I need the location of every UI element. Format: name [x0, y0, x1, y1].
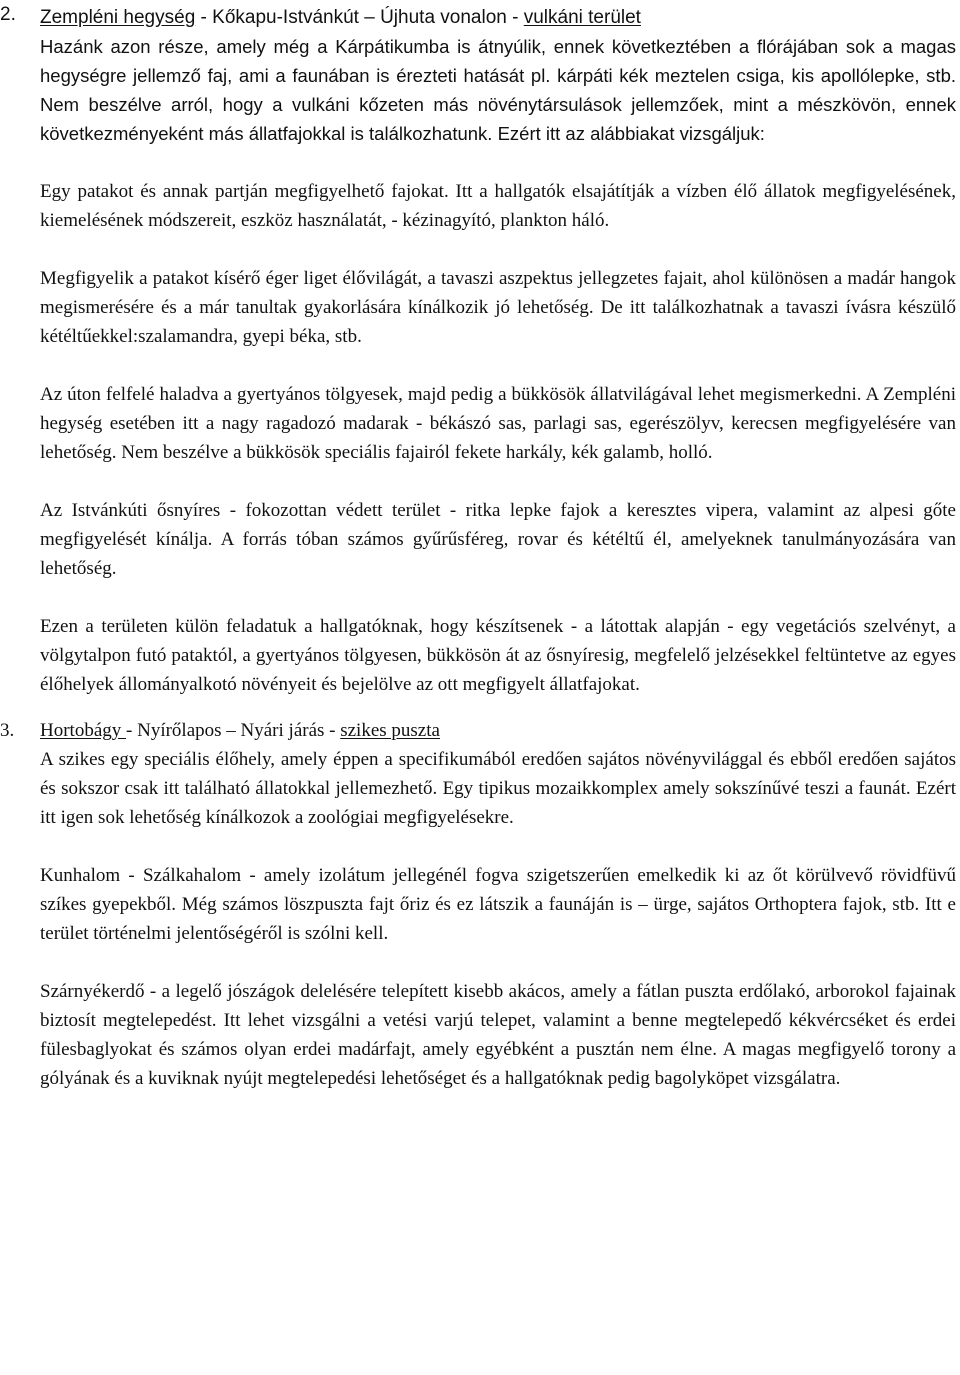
section-number: 2.: [0, 4, 16, 25]
body-paragraph: Az Istvánkúti ősnyíres - fokozottan védett terület - ritka lepke fajok a keresztes vipera, valamint az alpesi gőte megfigyelését kínálja. A forrás tóban számos gyűrűsféreg, rovar és kétéltű él, amelyeknek tanulmányozására van lehetőség.: [40, 500, 956, 579]
section-3: [0, 716, 960, 1093]
section-number: 3.: [0, 720, 15, 741]
heading-route: Kőkapu-Istvánkút – Újhuta vonalon: [212, 7, 507, 28]
body-paragraph: Megfigyelik a patakot kísérő éger liget élővilágát, a tavaszi aszpektus jellegzetes fajait, ahol különösen a madár hangok megismerésére és a már tanultak gyakorlására kínálkozik jó lehetőség. De itt találkozhatnak a tavaszi ívásra készülő kétéltűekkel:szalamandra, gyepi béka, stb.: [40, 268, 956, 347]
heading-habitat: szikes puszta: [340, 720, 440, 741]
body-paragraph: Szárnyékerdő - a legelő jószágok delelésére telepített kisebb akácos, amely a fátlan puszta erdőlakó, arborokol fajainak biztosít megtelepedést. Itt lehet vizsgálni a vetési varjú telepet, valamint a benne megtelepedő kékvércséket és erdei fülesbaglyokat és számos olyan erdei madárfajt, amely egyébként a pusztán nem élne. A magas megfigyelő torony a gólyának és a kuviknak nyújt megtelepedési lehetőséget és a hallgatóknak pedig bagolyköpet vizsgálatra.: [40, 981, 956, 1089]
heading-separator: -: [506, 7, 524, 28]
heading-habitat: vulkáni terület: [523, 7, 641, 28]
body-paragraph: Egy patakot és annak partján megfigyelhető fajokat. Itt a hallgatók elsajátítják a vízben élő állatok megfigyelésének, kiemelésének módszereit, eszköz használatát, - kézinagyító, plankton háló.: [40, 181, 956, 231]
heading-location: Zempléni hegység: [40, 7, 196, 28]
section-body: [40, 716, 956, 1093]
body-paragraph: Az úton felfelé haladva a gyertyános tölgyesek, majd pedig a bükkösök állatvilágával lehet megismerkedni. A Zempléni hegység esetében itt a nagy ragadozó madarak - békászó sas, parlagi sas, egerészölyv, kerecsen megfigyelésére van lehetőség. Nem beszélve a bükkösök speciális fajairól fekete harkály, kék galamb, holló.: [40, 384, 956, 463]
intro-paragraph: A szikes egy speciális élőhely, amely éppen a specifikumából eredően sajátos növényvilággal és ebből eredően sajátos és sokszor csak itt található állatokkal jellemezhető. Egy tipikus mozaikkomplex amely sokszínűvé teszi a faunát. Ezért itt igen sok lehetőség kínálkozok a zoológiai megfigyelésekre.: [40, 749, 956, 828]
heading-location: Hortobágy: [40, 720, 127, 741]
body-paragraph: Kunhalom - Szálkahalom - amely izolátum jellegénél fogva szigetszerűen emelkedik ki az őt körülvevő rövidfüvű szíkes gyepekből. Még számos löszpuszta fajt őriz és ez látszik a faunáján is – ürge, sajátos Orthoptera fajok, stb. Itt e terület történelmi jelentőségéről is szólni kell.: [40, 865, 956, 944]
body-paragraph: Ezen a területen külön feladatuk a hallgatóknak, hogy készítsenek - a látottak alapján - egy vegetációs szelvényt, a völgytalpon futó pataktól, a gyertyános tölgyesen, bükkösön át az ősnyíresig, megfelelő jelzésekkel feltüntetve az egyes élőhelyek állományalkotó növényeit és bejelölve az ott megfigyelt állatfajokat.: [40, 616, 956, 695]
intro-paragraph: Hazánk azon része, amely még a Kárpátikumba is átnyúlik, ennek következtében a flórájában sok a magas hegységre jellemző faj, ami a faunában is érezteti hatását pl. kárpáti kék meztelen csiga, kis apollólepke, stb. Nem beszélve arról, hogy a vulkáni kőzeten más növénytársulások jellemzőek, mint a mészkövön, ennek következményeként más állatfajokkal is találkozhatunk. Ezért itt az alábbiakat vizsgáljuk:: [40, 36, 956, 144]
section-heading: [40, 3, 956, 32]
heading-separator: -: [126, 720, 138, 741]
heading-route: Nyírőlapos – Nyári járás: [137, 720, 325, 741]
section-heading: [40, 716, 956, 745]
heading-separator: -: [195, 7, 213, 28]
section-body: [40, 3, 956, 699]
heading-separator: -: [324, 720, 341, 741]
